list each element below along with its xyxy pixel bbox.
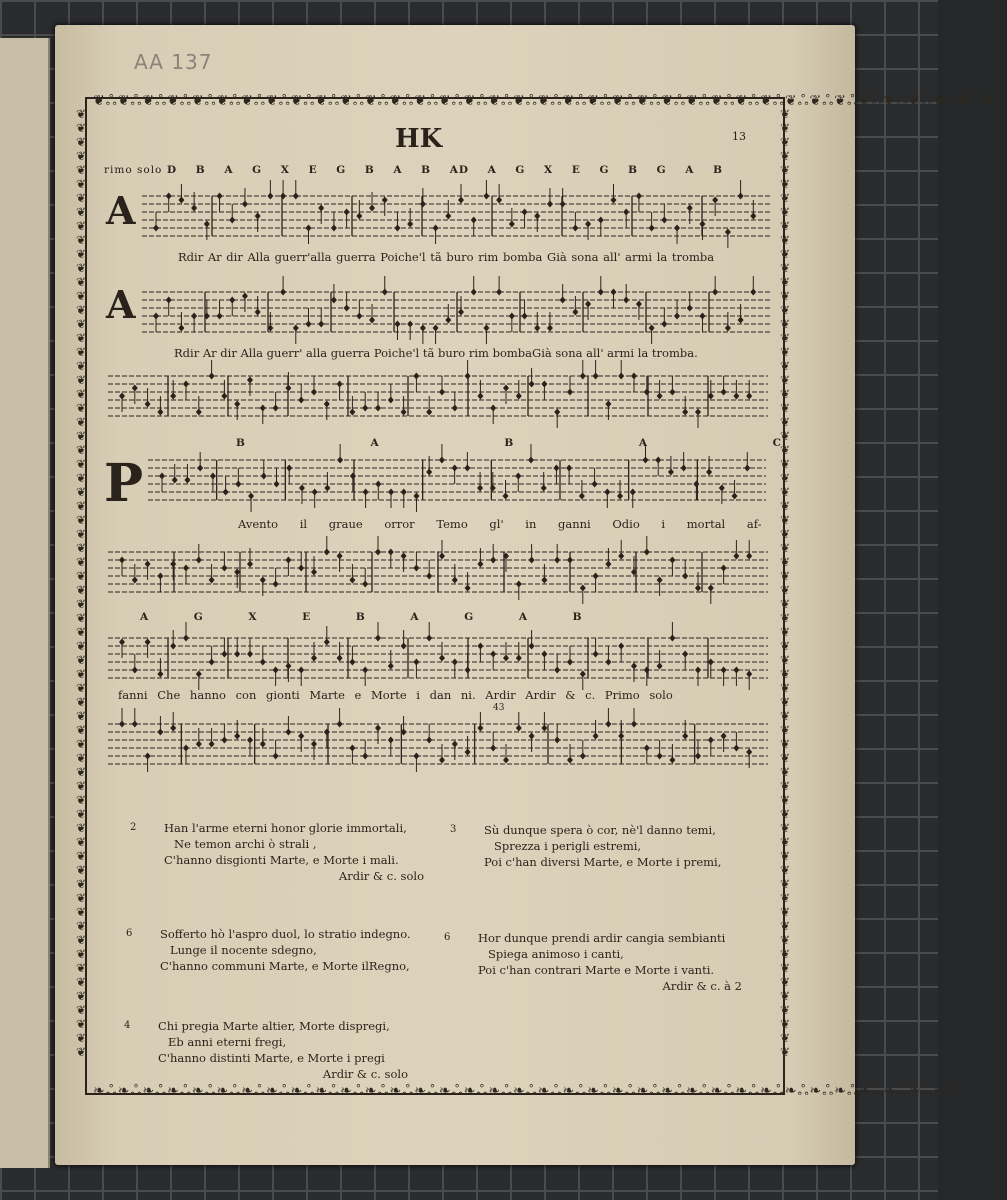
lyric-line-4: fanni Che hanno con gionti Marte e Morte i dan ni. Ardir Ardir & c. Primo solo [118, 688, 673, 702]
verse-line: Spiega animoso i canti, [488, 947, 624, 961]
verse-line: Lunge il nocente sdegno, [170, 943, 317, 957]
top-fleuron-border: ❦ஃ❦ஃ❦ஃ❦ஃ❦ஃ❦ஃ❦ஃ❦ஃ❦ஃ❦ஃ❦ஃ❦ஃ❦ஃ❦ஃ❦ஃ❦ஃ❦ஃ❦ஃ❦ஃ❦ஃ❦ஃ❦ஃ❦ஃ❦ஃ❦ஃ❦ஃ❦ஃ❦ஃ❦ஃ❦ஃ❦ஃ❦ஃ❦ஃ❦ஃ❦ஃ❦ஃ❦ஃ [93, 93, 1007, 109]
lyric-line-1: Rdir Ar dir Alla guerr'alla guerra Poiche'l tã buro rim bomba Già sona all' armi la tromba [178, 250, 715, 264]
verse-line: Sprezza i perigli estremi, [494, 839, 642, 853]
verse-3 [450, 822, 744, 870]
verse-line: Eb anni eterni fregi, [168, 1035, 287, 1049]
lyric-line-3: Avento il graue orror Temo gl' in ganni Odio i mortal af- [238, 517, 762, 531]
verse-number: 4 [124, 1020, 131, 1031]
tablature-label: rimo solo [104, 164, 163, 176]
music-staff-3 [108, 368, 768, 424]
verse-line: Chi pregia Marte altier, Morte dispregi, [158, 1019, 390, 1033]
tablature-row-2: B A B A C [236, 437, 783, 449]
music-staff-1 [142, 188, 772, 244]
music-staff-4 [148, 452, 766, 508]
verse-number: 6 [444, 932, 451, 943]
verse-line: Sofferto hò l'aspro duol, lo stratio indegno. [160, 927, 411, 941]
tablature-row-1 [104, 164, 723, 176]
verse-line: Han l'arme eterni honor glorie immortali, [164, 821, 407, 835]
verse-number: 6 [126, 928, 133, 939]
verse-line: C'hanno disgionti Marte, e Morte i mali. [164, 853, 399, 867]
facing-page-edge [0, 38, 50, 1168]
verse-6-right [444, 930, 742, 994]
verse-line: Poi c'han diversi Marte, e Morte i premi, [484, 855, 722, 869]
verse-line: Sù dunque spera ò cor, nè'l danno temi, [484, 823, 716, 837]
verse-6-left [126, 926, 420, 974]
tablature-row-3: A G X E B A G A B [140, 611, 583, 623]
music-staff-2 [142, 284, 772, 340]
verse-refrain: Ardir & c. solo [338, 869, 424, 883]
verse-number: 3 [450, 824, 457, 835]
music-staff-5 [108, 544, 768, 600]
verse-refrain: Ardir & c. à 2 [662, 979, 742, 993]
right-fleuron-border: ❦ ❦ ❦ ❦ ❦ ❦ ❦ ❦ ❦ ❦ ❦ ❦ ❦ ❦ ❦ ❦ ❦ ❦ ❦ ❦ ❦ ❦ ❦ ❦ ❦ ❦ ❦ ❦ ❦ ❦ ❦ ❦ ❦ ❦ ❦ ❦ ❦ ❦ ❦ ❦ ❦ ❦ ❦ ❦ ❦ ❦ ❦ ❦ ❦ ❦ ❦ ❦ ❦ ❦ ❦ ❦ ❦ ❦ ❦ ❦ ❦ ❦ ❦ ❦ ❦ ❦ ❦ ❦ [780, 107, 791, 1059]
verse-2 [130, 820, 424, 884]
bottom-fleuron-border: ❧ஃ❧ஃ❧ஃ❧ஃ❧ஃ❧ஃ❧ஃ❧ஃ❧ஃ❧ஃ❧ஃ❧ஃ❧ஃ❧ஃ❧ஃ❧ஃ❧ஃ❧ஃ❧ஃ❧ஃ❧ஃ❧ஃ❧ஃ❧ஃ❧ஃ❧ஃ❧ஃ❧ஃ❧ஃ❧ஃ❧ஃ❧ஃ❧ஃ❧ஃ❧ஃ [93, 1083, 958, 1099]
initial-letter-p: P [104, 453, 144, 514]
verse-line: C'hanno distinti Marte, e Morte i pregi [158, 1051, 385, 1065]
music-staff-6 [108, 630, 768, 686]
verse-number: 2 [130, 822, 137, 833]
music-staff-7 [108, 716, 768, 772]
footnote-number: 43 [493, 703, 505, 713]
page-number: 13 [732, 130, 746, 143]
verse-4 [124, 1018, 408, 1082]
initial-letter-a-1: A [106, 188, 136, 233]
lyric-line-2: Rdir Ar dir Alla guerr' alla guerra Poiche'l tã buro rim bombaGià sona all' armi la tromba. [174, 346, 698, 360]
left-fleuron-border: ❦ ❦ ❦ ❦ ❦ ❦ ❦ ❦ ❦ ❦ ❦ ❦ ❦ ❦ ❦ ❦ ❦ ❦ ❦ ❦ ❦ ❦ ❦ ❦ ❦ ❦ ❦ ❦ ❦ ❦ ❦ ❦ ❦ ❦ ❦ ❦ ❦ ❦ ❦ ❦ ❦ ❦ ❦ ❦ ❦ ❦ ❦ ❦ ❦ ❦ ❦ ❦ ❦ ❦ ❦ ❦ ❦ ❦ ❦ ❦ ❦ ❦ ❦ ❦ ❦ ❦ ❦ ❦ [76, 107, 87, 1059]
verse-line: C'hanno communi Marte, e Morte ilRegno, [160, 959, 410, 973]
verse-line: Hor dunque prendi ardir cangia sembianti [478, 931, 726, 945]
verse-refrain: Ardir & c. solo [322, 1067, 408, 1081]
verse-line: Ne temon archi ò strali , [174, 837, 317, 851]
verse-line: Poi c'han contrari Marte e Morte i vanti. [478, 963, 715, 977]
initial-letter-a-2: A [106, 282, 136, 327]
pencil-shelfmark: AA 137 [134, 50, 213, 74]
signature-mark: HK [395, 124, 443, 154]
tablature-letters: D B A G X E G B A B AD A G X E G B G A B [167, 164, 723, 176]
